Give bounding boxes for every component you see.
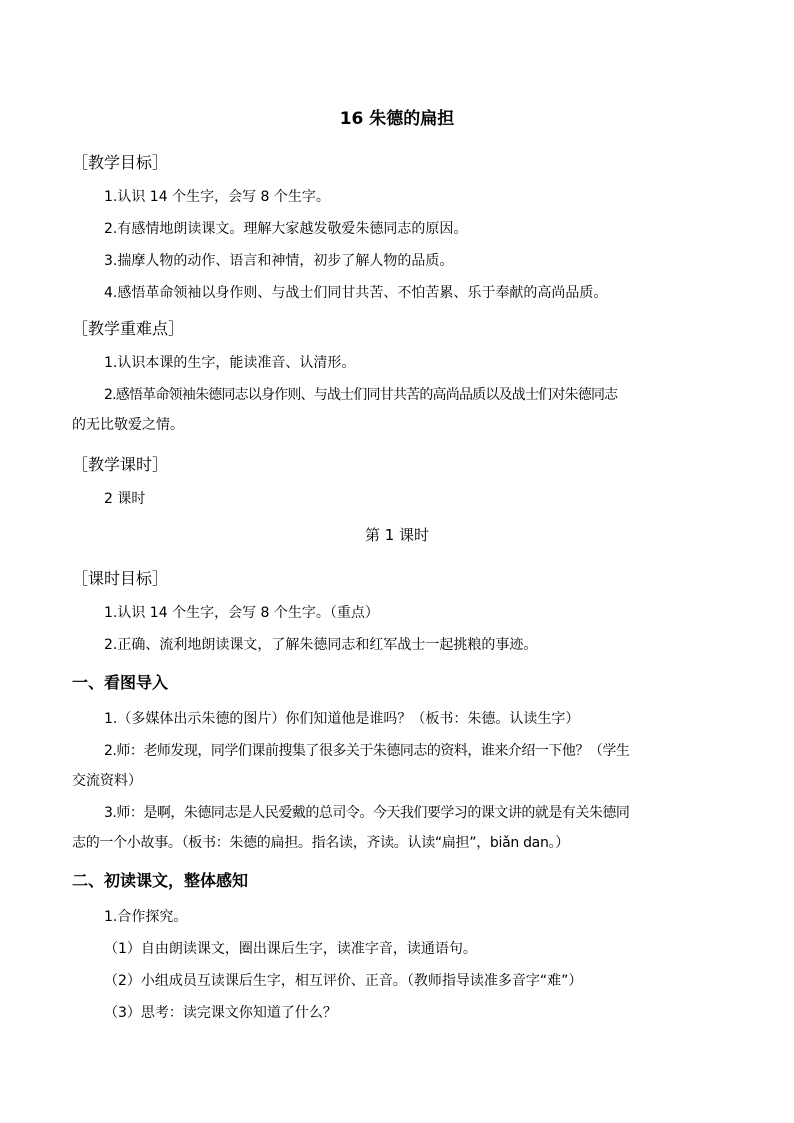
goal-item: 4.感悟革命领袖以身作则、与战士们同甘共苦、不怕苦累、乐于奉献的高尚品质。 xyxy=(104,285,608,301)
lesson-goal-item: 2.正确、流利地朗读课文，了解朱德同志和红军战士一起挑粮的事迹。 xyxy=(104,637,538,653)
paragraph: 1.合作探究。 xyxy=(104,909,188,925)
lesson-goal-heading: ［课时目标］ xyxy=(72,569,169,588)
paragraph: 2.师：老师发现，同学们课前搜集了很多关于朱德同志的资料，谁来介绍一下他？（学生 xyxy=(104,743,630,759)
sub-item: （3）思考：读完课文你知道了什么？ xyxy=(104,1005,337,1021)
difficulty-item: 2.感悟革命领袖朱德同志以身作则、与战士们同甘共苦的高尚品质以及战士们对朱德同志 xyxy=(104,387,618,403)
goals-heading: ［教学目标］ xyxy=(72,153,169,172)
section-heading: 二、初读课文，整体感知 xyxy=(72,871,249,890)
goal-item: 3.揣摩人物的动作、语言和神情，初步了解人物的品质。 xyxy=(104,253,454,269)
difficulties-heading: ［教学重难点］ xyxy=(72,319,185,338)
section-heading: 一、看图导入 xyxy=(72,673,169,692)
lesson-title: 第 1 课时 xyxy=(364,526,430,544)
sub-item: （1）自由朗读课文，圈出课后生字，读准字音，读通语句。 xyxy=(104,941,477,957)
difficulty-item: 1.认识本课的生字，能读准音、认清形。 xyxy=(104,355,356,371)
lesson-goal-item: 1.认识 14 个生字，会写 8 个生字。（重点） xyxy=(104,605,379,621)
goal-item: 1.认识 14 个生字，会写 8 个生字。 xyxy=(104,189,330,205)
paragraph: 1.（多媒体出示朱德的图片）你们知道他是谁吗？（板书：朱德。认读生字） xyxy=(104,711,580,727)
hours-heading: ［教学课时］ xyxy=(72,455,169,474)
paragraph-continued: 交流资料） xyxy=(72,773,142,789)
paragraph-continued: 志的一个小故事。（板书：朱德的扁担。指名读，齐读。认读“扁担”，biǎn dan。） xyxy=(72,835,569,851)
goal-item: 2.有感情地朗读课文。理解大家越发敬爱朱德同志的原因。 xyxy=(104,221,468,237)
paragraph: 3.师：是啊，朱德同志是人民爱戴的总司令。今天我们要学习的课文讲的就是有关朱德同 xyxy=(104,805,630,821)
document-title: 16 朱德的扁担 xyxy=(339,109,455,129)
hours-value: 2 课时 xyxy=(104,491,146,507)
difficulty-item-continued: 的无比敬爱之情。 xyxy=(72,417,184,433)
sub-item: （2）小组成员互读课后生字，相互评价、正音。（教师指导读准多音字“难”） xyxy=(104,973,583,989)
